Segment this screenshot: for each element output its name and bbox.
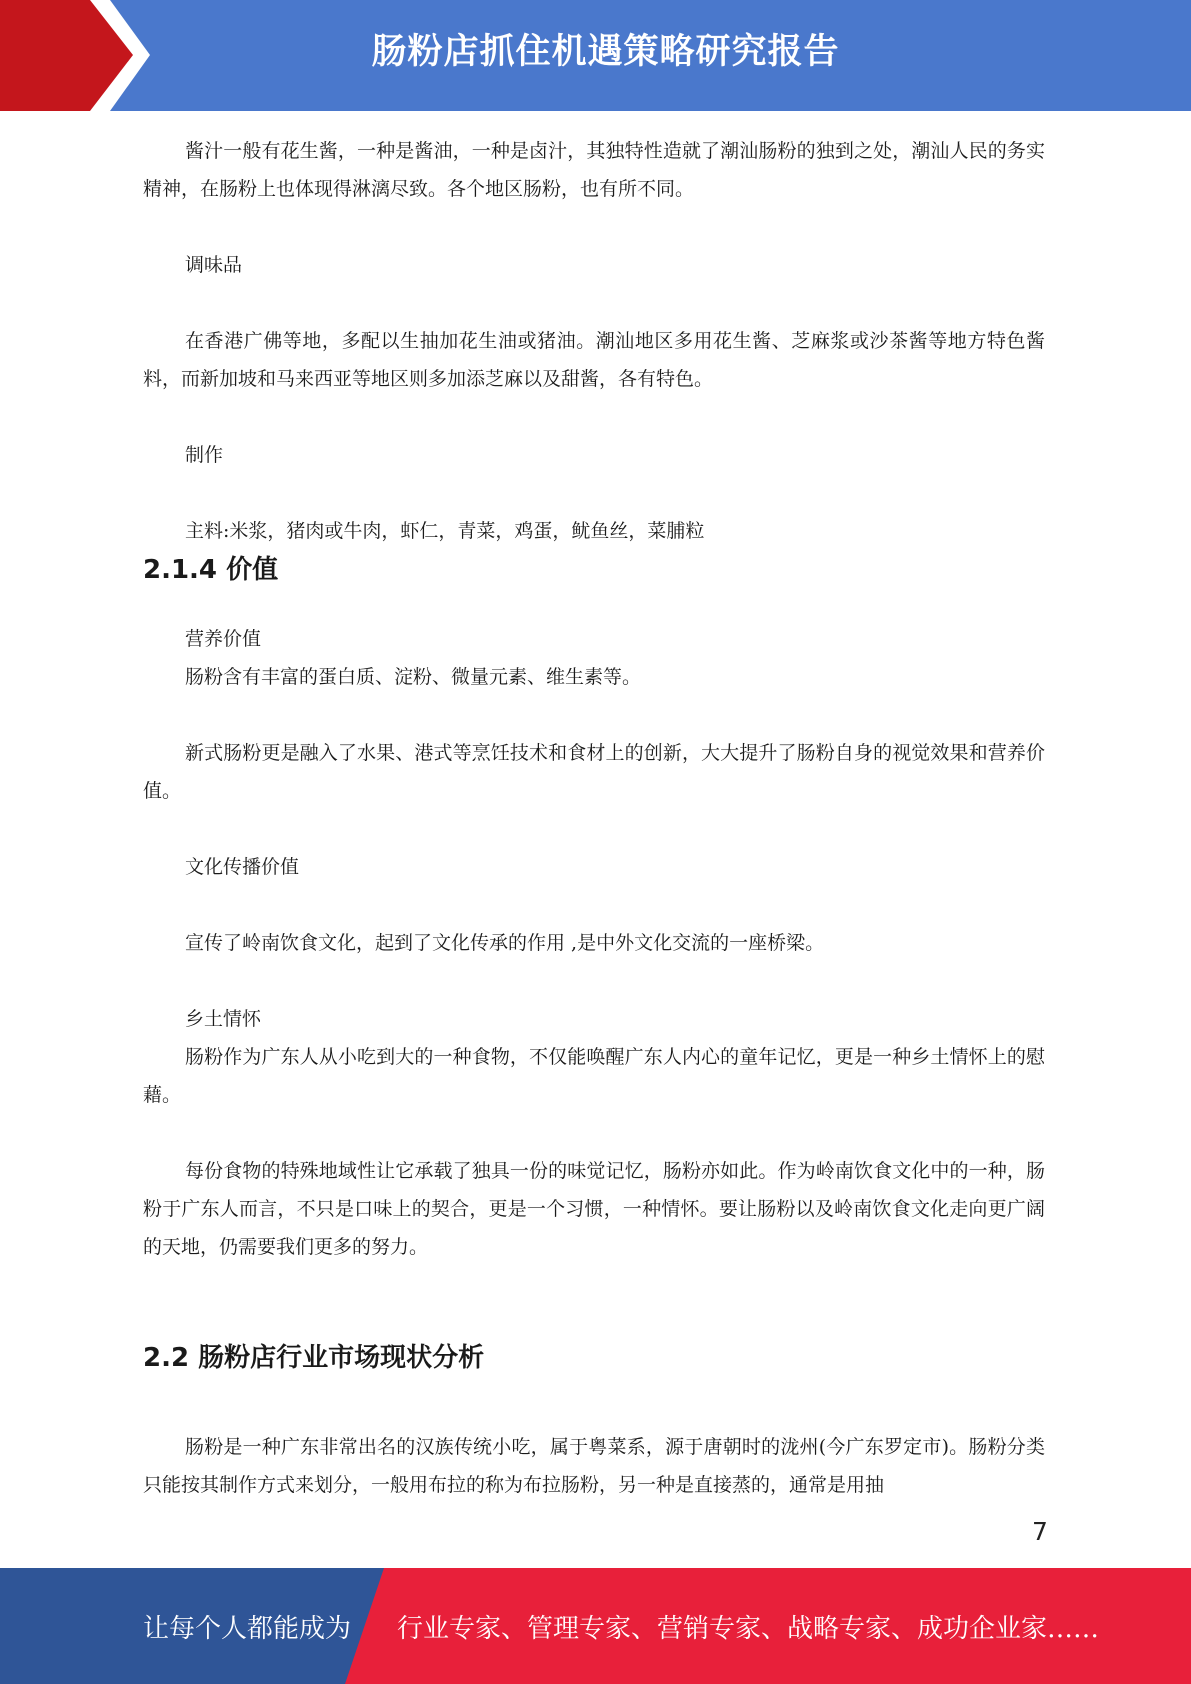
page-content xyxy=(143,132,1045,1504)
paragraph-new-style: 新式肠粉更是融入了水果、港式等烹饪技术和食材上的创新，大大提升了肠粉自身的视觉效果和营养价值。 xyxy=(143,742,1045,802)
label-hometown: 乡土情怀 xyxy=(185,1008,262,1030)
paragraph-market: 肠粉是一种广东非常出名的汉族传统小吃，属于粤菜系，源于唐朝时的泷州(今广东罗定市)。肠粉分类只能按其制作方式来划分，一般用布拉的称为布拉肠粉，另一种是直接蒸的，通常是用抽 xyxy=(143,1436,1045,1496)
footer-slogan-right: 行业专家、管理专家、营销专家、战略专家、成功企业家…… xyxy=(397,1614,1100,1644)
heading-market-analysis: 2.2 肠粉店行业市场现状分析 xyxy=(143,1343,485,1373)
footer-slogan-left: 让每个人都能成为 xyxy=(143,1614,352,1644)
paragraph-sauce: 酱汁一般有花生酱，一种是酱油，一种是卤汁，其独特性造就了潮汕肠粉的独到之处，潮汕人民的务实精神，在肠粉上也体现得淋漓尽致。各个地区肠粉，也有所不同。 xyxy=(143,140,1045,200)
paragraph-culture: 宣传了岭南饮食文化，起到了文化传承的作用 ,是中外文化交流的一座桥梁。 xyxy=(185,932,825,954)
paragraph-hometown: 肠粉作为广东人从小吃到大的一种食物，不仅能唤醒广东人内心的童年记忆，更是一种乡土情怀上的慰藉。 xyxy=(143,1046,1045,1106)
label-making: 制作 xyxy=(185,444,224,466)
paragraph-ingredients: 主料:米浆，猪肉或牛肉，虾仁，青菜，鸡蛋，鱿鱼丝，菜脯粒 xyxy=(185,520,705,542)
paragraph-nutrition: 肠粉含有丰富的蛋白质、淀粉、微量元素、维生素等。 xyxy=(185,666,642,688)
label-culture: 文化传播价值 xyxy=(185,856,300,878)
page-footer xyxy=(0,1568,1191,1684)
label-nutrition: 营养价值 xyxy=(185,628,262,650)
heading-value: 2.1.4 价值 xyxy=(143,555,279,585)
page-header xyxy=(0,0,1191,111)
paragraph-seasoning: 在香港广佛等地，多配以生抽加花生油或猪油。潮汕地区多用花生酱、芝麻浆或沙茶酱等地方特色酱料，而新加坡和马来西亚等地区则多加添芝麻以及甜酱，各有特色。 xyxy=(143,330,1045,390)
label-seasoning: 调味品 xyxy=(185,254,243,276)
paragraph-memory: 每份食物的特殊地域性让它承载了独具一份的味觉记忆，肠粉亦如此。作为岭南饮食文化中的一种，肠粉于广东人而言，不只是口味上的契合，更是一个习惯，一种情怀。要让肠粉以及岭南饮食文化走向更广阔的天地，仍需要我们更多的努力。 xyxy=(143,1160,1045,1258)
page-number: 7 xyxy=(1032,1517,1048,1546)
report-title: 肠粉店抓住机遇策略研究报告 xyxy=(371,32,840,72)
